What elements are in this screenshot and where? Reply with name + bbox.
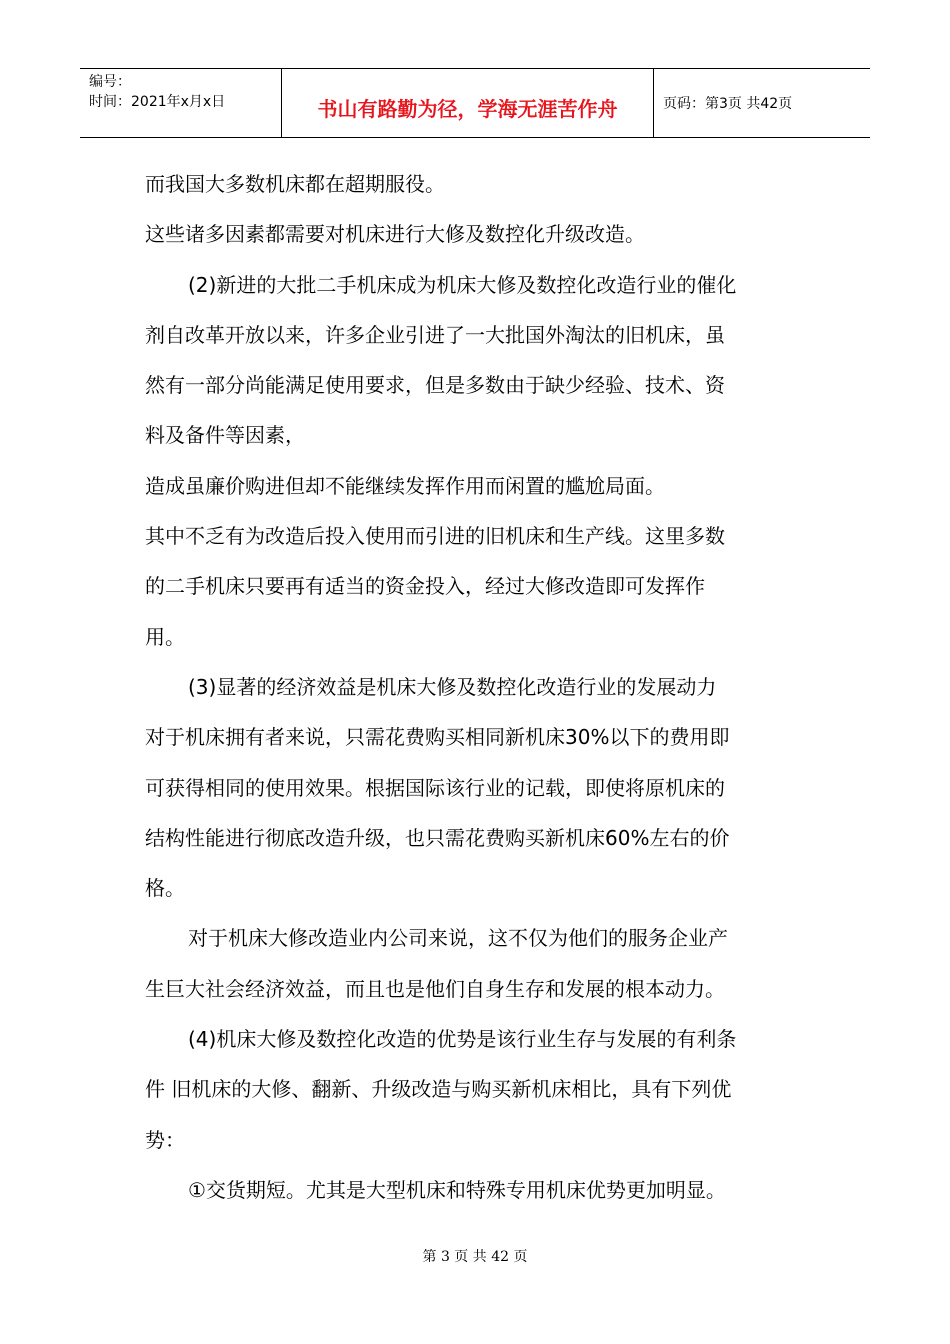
- text-line: 而我国大多数机床都在超期服役。: [145, 172, 445, 196]
- doc-date-label: 时间：2021年x月x日: [89, 94, 226, 110]
- header-motto-cell: [282, 69, 654, 137]
- text-line: 用。: [145, 624, 185, 649]
- text-line: ①交货期短。尤其是大型机床和特殊专用机床优势更加明显。: [188, 1177, 726, 1202]
- text-line: 其中不乏有为改造后投入使用而引进的旧机床和生产线。这里多数: [145, 524, 725, 549]
- text-line: 造成虽廉价购进但却不能继续发挥作用而闲置的尴尬局面。: [145, 473, 665, 498]
- text-line: 剂自改革开放以来，许多企业引进了一大批国外淘汰的旧机床，虽: [145, 322, 725, 347]
- text-line: 格。: [145, 876, 185, 901]
- text-line: 这些诸多因素都需要对机床进行大修及数控化升级改造。: [145, 222, 645, 247]
- page-header: [80, 68, 870, 138]
- text-line: 对于机床拥有者来说，只需花费购买相同新机床30%以下的费用即: [145, 725, 730, 750]
- text-line: 对于机床大修改造业内公司来说，这不仅为他们的服务企业产: [188, 926, 728, 951]
- header-page-cell: [654, 69, 870, 137]
- text-line: 结构性能进行彻底改造升级，也只需花费购买新机床60%左右的价: [145, 825, 730, 850]
- header-page-info: 页码：第3页 共42页: [663, 96, 793, 112]
- text-line: 生巨大社会经济效益，而且也是他们自身生存和发展的根本动力。: [145, 976, 725, 1001]
- text-line: 件 旧机床的大修、翻新、升级改造与购买新机床相比，具有下列优: [145, 1077, 732, 1102]
- text-line: (3)显著的经济效益是机床大修及数控化改造行业的发展动力: [188, 674, 717, 699]
- text-line: 料及备件等因素，: [145, 423, 305, 448]
- document-body: [145, 166, 825, 1222]
- text-line: (4)机床大修及数控化改造的优势是该行业生存与发展的有利条: [188, 1027, 737, 1052]
- text-line: 势：: [145, 1127, 185, 1152]
- page-footer: 第 3 页 共 42 页: [422, 1249, 528, 1265]
- text-line: 的二手机床只要再有适当的资金投入，经过大修改造即可发挥作: [145, 574, 705, 599]
- doc-number-label: 编号：: [89, 74, 131, 90]
- text-line: (2)新进的大批二手机床成为机床大修及数控化改造行业的催化: [188, 272, 737, 297]
- text-line: 然有一部分尚能满足使用要求，但是多数由于缺少经验、技术、资: [145, 373, 725, 398]
- header-motto: 书山有路勤为径，学海无涯苦作舟: [317, 97, 618, 121]
- header-meta-cell: [80, 69, 282, 137]
- text-line: 可获得相同的使用效果。根据国际该行业的记载，即使将原机床的: [145, 775, 725, 800]
